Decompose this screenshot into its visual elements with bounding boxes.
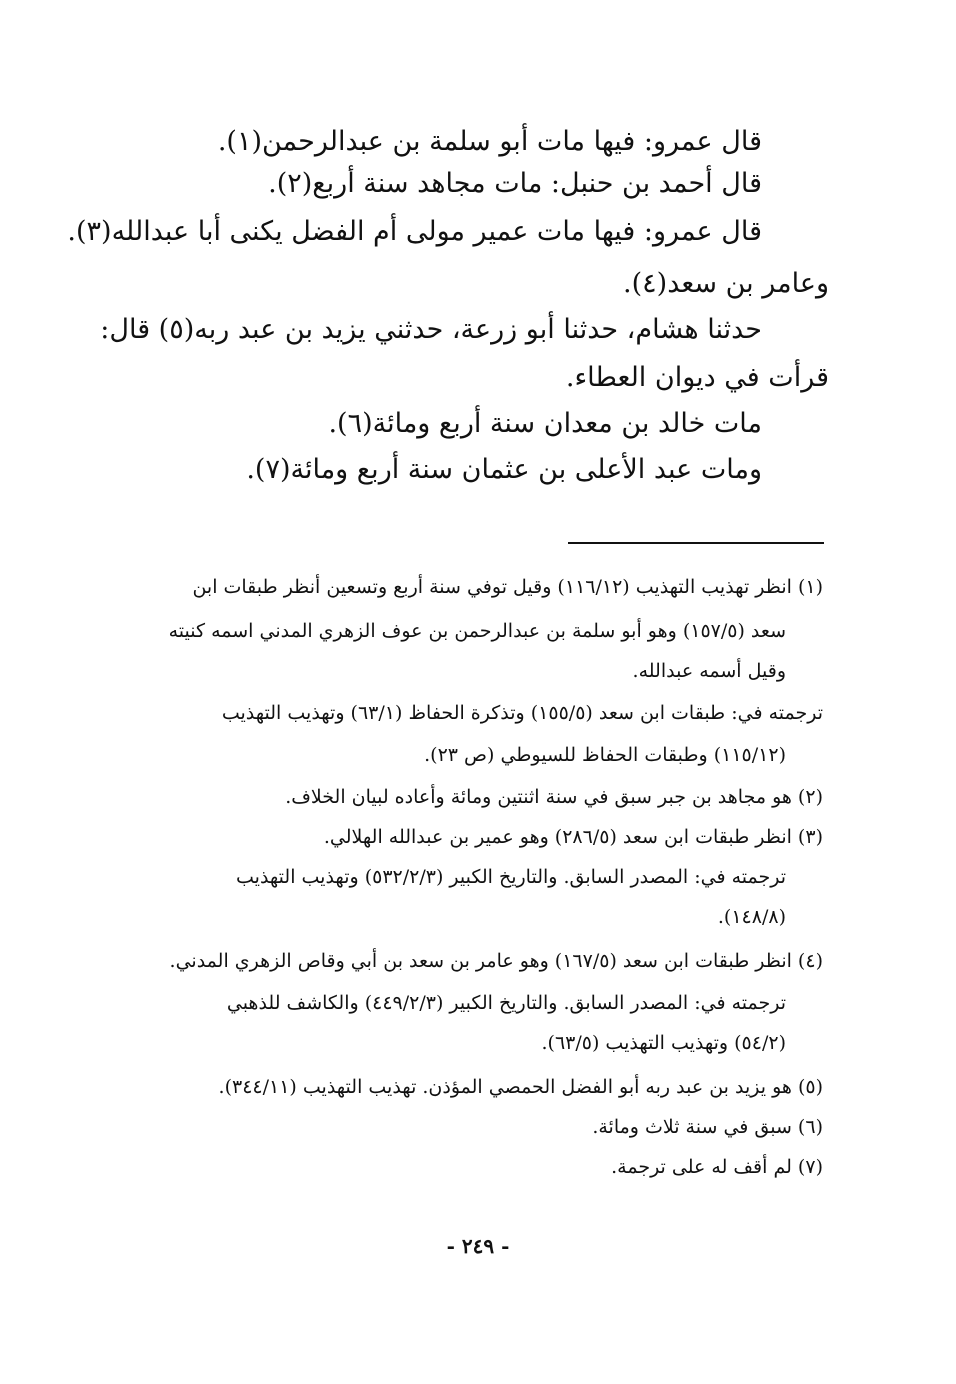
- footnote-line: ترجمته في: المصدر السابق. والتاريخ الكبير (٤٤٩/٢/٣) والكاشف للذهبي: [226, 992, 786, 1014]
- footnote-line: (٤) انظر طبقات ابن سعد (١٦٧/٥) وهو عامر بن سعد بن أبي وقاص الزهري المدني.: [169, 950, 823, 972]
- main-line-2: قال أحمد بن حنبل: مات مجاهد سنة أربع(٢).: [268, 168, 762, 199]
- footnote-line: (٧) لم أقف له على ترجمة.: [611, 1156, 823, 1178]
- main-line-1: قال عمرو: فيها مات أبو سلمة بن عبدالرحمن(١).: [217, 126, 762, 157]
- footnote-separator: [568, 542, 824, 544]
- footnote-line: سعد (١٥٧/٥) وهو أبو سلمة بن عبدالرحمن بن عوف الزهري المدني اسمه كنيته: [168, 620, 786, 642]
- footnote-line: (٥٤/٢) وتهذيب التهذيب (٦٣/٥).: [541, 1032, 786, 1054]
- footnote-line: ترجمته في: المصدر السابق. والتاريخ الكبير (٥٣٢/٢/٣) وتهذيب التهذيب: [236, 866, 786, 888]
- footnote-line: (٥) هو يزيد بن عبد ربه أبو الفضل الحمصي المؤذن. تهذيب التهذيب (٣٤٤/١١).: [218, 1076, 823, 1098]
- footnote-line: وقيل أسمه عبدالله.: [632, 660, 786, 682]
- footnote-line: ترجمته في: طبقات ابن سعد (١٥٥/٥) وتذكرة الحفاظ (٦٣/١) وتهذيب التهذيب: [221, 702, 823, 724]
- footnote-line: (١٤٨/٨).: [717, 906, 786, 928]
- footnote-line: (٣) انظر طبقات ابن سعد (٢٨٦/٥) وهو عمير بن عبدالله الهلالي.: [323, 826, 823, 848]
- footnote-line: (١١٥/١٢) وطبقات الحفاظ للسيوطي (ص ٢٣).: [424, 744, 786, 766]
- footnote-line: (١) انظر تهذيب التهذيب (١١٦/١٢) وقيل توفي سنة أربع وتسعين أنظر طبقات ابن: [192, 576, 823, 598]
- page-number: - ٢٤٩ -: [446, 1234, 510, 1258]
- main-line-7: مات خالد بن معدان سنة أربع ومائة(٦).: [328, 408, 762, 439]
- main-line-4: وعامر بن سعد(٤).: [623, 268, 829, 299]
- main-line-8: ومات عبد الأعلى بن عثمان سنة أربع ومائة(٧).: [246, 454, 762, 485]
- footnote-line: (٦) سبق في سنة ثلاث ومائة.: [592, 1116, 823, 1138]
- footnote-line: (٢) هو مجاهد بن جبر سبق في سنة اثنتين ومائة وأعاده لبيان الخلاف.: [285, 786, 823, 808]
- main-line-5: حدثنا هشام، حدثنا أبو زرعة، حدثني يزيد بن عبد ربه(٥) قال:: [100, 314, 762, 345]
- main-line-6: قرأت في ديوان العطاء.: [565, 362, 829, 393]
- main-line-3: قال عمرو: فيها مات عمير مولى أم الفضل يكنى أبا عبدالله(٣).: [67, 216, 762, 247]
